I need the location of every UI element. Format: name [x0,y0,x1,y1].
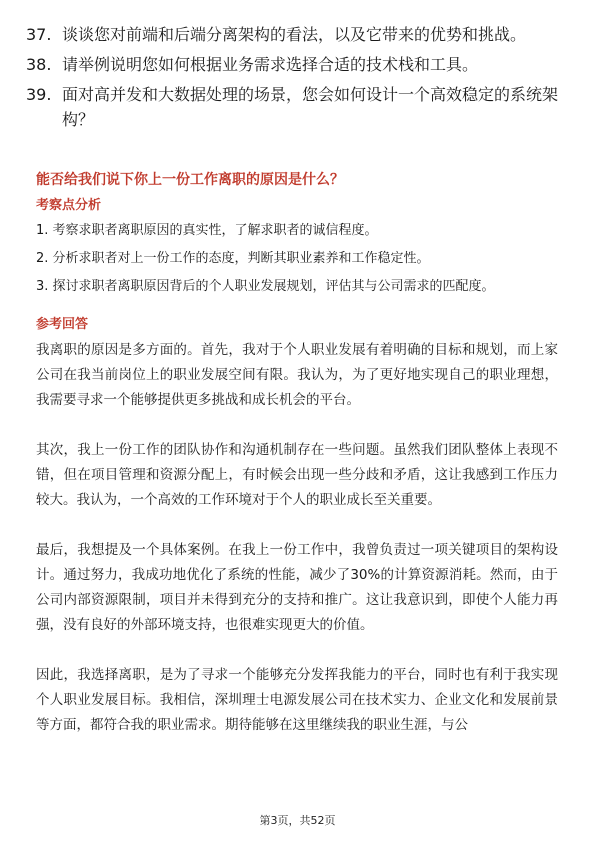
list-item: 2. 分析求职者对上一份工作的态度，判断其职业素养和工作稳定性。 [36,251,430,266]
list-item [26,22,566,47]
answer-paragraph: 我离职的原因是多方面的。首先，我对于个人职业发展有着明确的目标和规划，而上家公司在我当前岗位上的职业发展空间有限。我认为，为了更好地实现自己的职业理想，我需要寻求一个能够提供更多挑战和成长机会的平台。 [36,342,558,408]
list-item: 1. 考察求职者离职原因的真实性，了解求职者的诚信程度。 [36,223,378,238]
analysis-points [36,222,556,306]
question-number: 38. [26,55,52,74]
question-text: 面对高并发和大数据处理的场景，您会如何设计一个高效稳定的系统架构？ [62,85,559,129]
list-item: 3. 探讨求职者离职原因背后的个人职业发展规划，评估其与公司需求的匹配度。 [36,279,495,294]
answer-body [36,338,558,763]
page-number: 第3页，共52页 [259,814,336,827]
analysis-heading: 考察点分析 [36,198,102,213]
section-heading: 能否给我们说下你上一份工作离职的原因是什么？ [36,172,344,188]
answer-paragraph: 其次，我上一份工作的团队协作和沟通机制存在一些问题。虽然我们团队整体上表现不错，但在项目管理和资源分配上，有时候会出现一些分歧和矛盾，这让我感到工作压力较大。我认为，一个高效的工作环境对于个人的职业成长至关重要。 [36,442,558,508]
list-item [26,52,566,77]
answer-paragraph: 因此，我选择离职，是为了寻求一个能够充分发挥我能力的平台，同时也有利于我实现个人职业发展目标。我相信，深圳理士电源发展公司在技术实力、企业文化和发展前景等方面，都符合我的职业需求。期待能够在这里继续我的职业生涯，与公 [36,667,558,733]
list-item [26,82,566,132]
question-list [26,22,566,137]
answer-paragraph: 最后，我想提及一个具体案例。在我上一份工作中，我曾负责过一项关键项目的架构设计。通过努力，我成功地优化了系统的性能，减少了30%的计算资源消耗。然而，由于公司内部资源限制，项目并未得到充分的支持和推广。这让我意识到，即使个人能力再强，没有良好的外部环境支持，也很难实现更大的价值。 [36,542,558,633]
question-text: 谈谈您对前端和后端分离架构的看法，以及它带来的优势和挑战。 [62,25,527,44]
question-number: 39. [26,85,52,104]
question-text: 请举例说明您如何根据业务需求选择合适的技术栈和工具。 [62,55,479,74]
question-number: 37. [26,25,52,44]
answer-heading: 参考回答 [36,317,89,332]
